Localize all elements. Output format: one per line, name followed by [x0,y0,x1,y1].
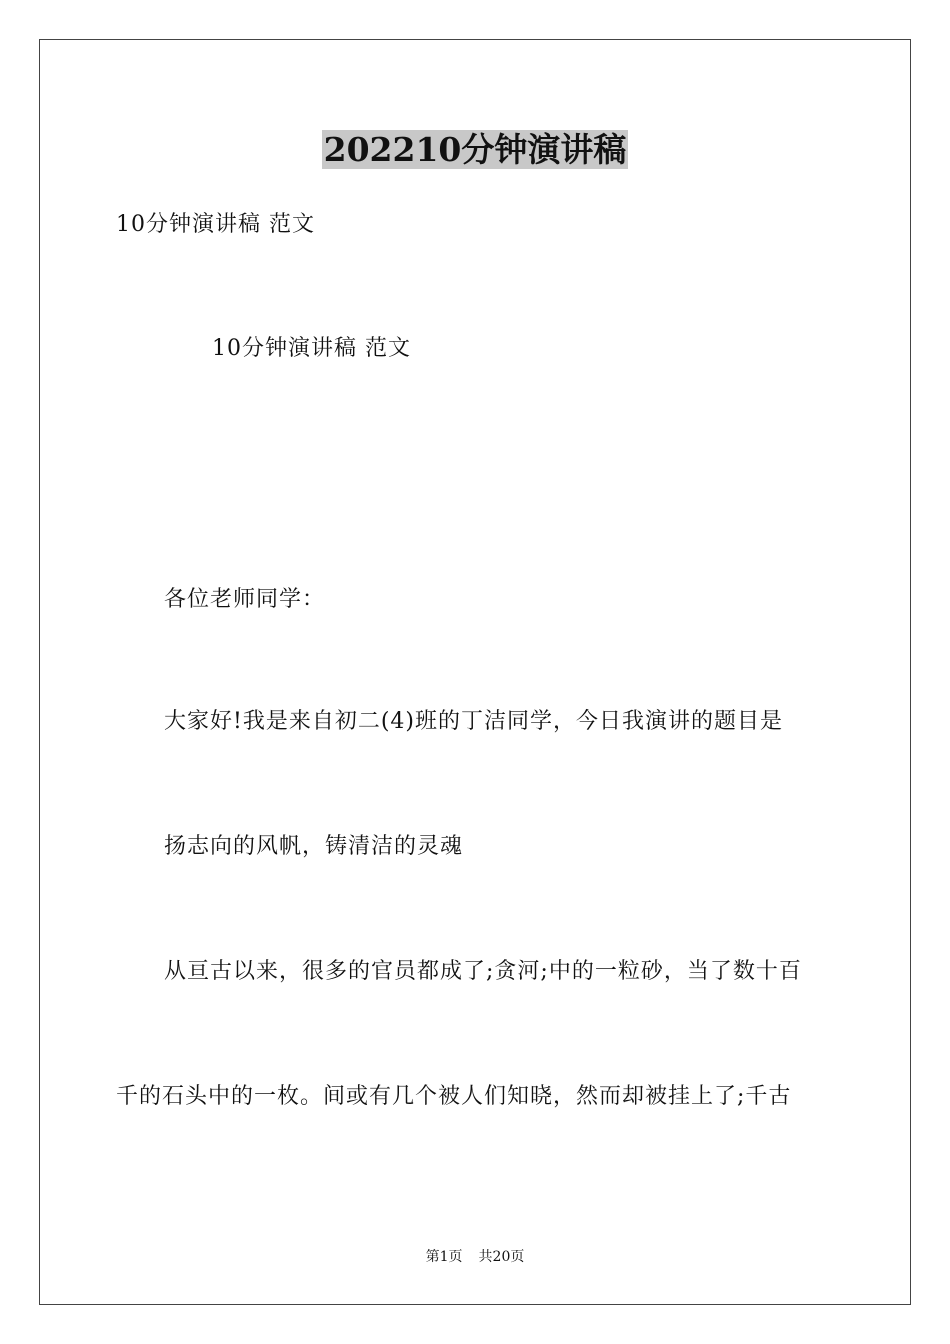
page-total: 共20页 [478,1249,525,1265]
paragraph-line: 从亘古以来，很多的官员都成了;贪河;中的一粒砂，当了数十百 [164,959,802,984]
document-subtitle-indented: 10分钟演讲稿 范文 [212,336,411,361]
paragraph-line: 大家好!我是来自初二(4)班的丁洁同学，今日我演讲的题目是 [164,709,784,734]
document-subtitle: 10分钟演讲稿 范文 [116,212,315,237]
page-footer [0,1247,950,1267]
document-title-text: 202210分钟演讲稿 [323,130,627,169]
document-title [0,128,950,172]
salutation-text: 各位老师同学： [164,587,326,612]
paragraph-line: 千的石头中的一枚。间或有几个被人们知晓，然而却被挂上了;千古 [116,1084,792,1109]
paragraph-line: 扬志向的风帆，铸清洁的灵魂 [164,834,464,859]
page-number: 第1页 [425,1249,463,1265]
